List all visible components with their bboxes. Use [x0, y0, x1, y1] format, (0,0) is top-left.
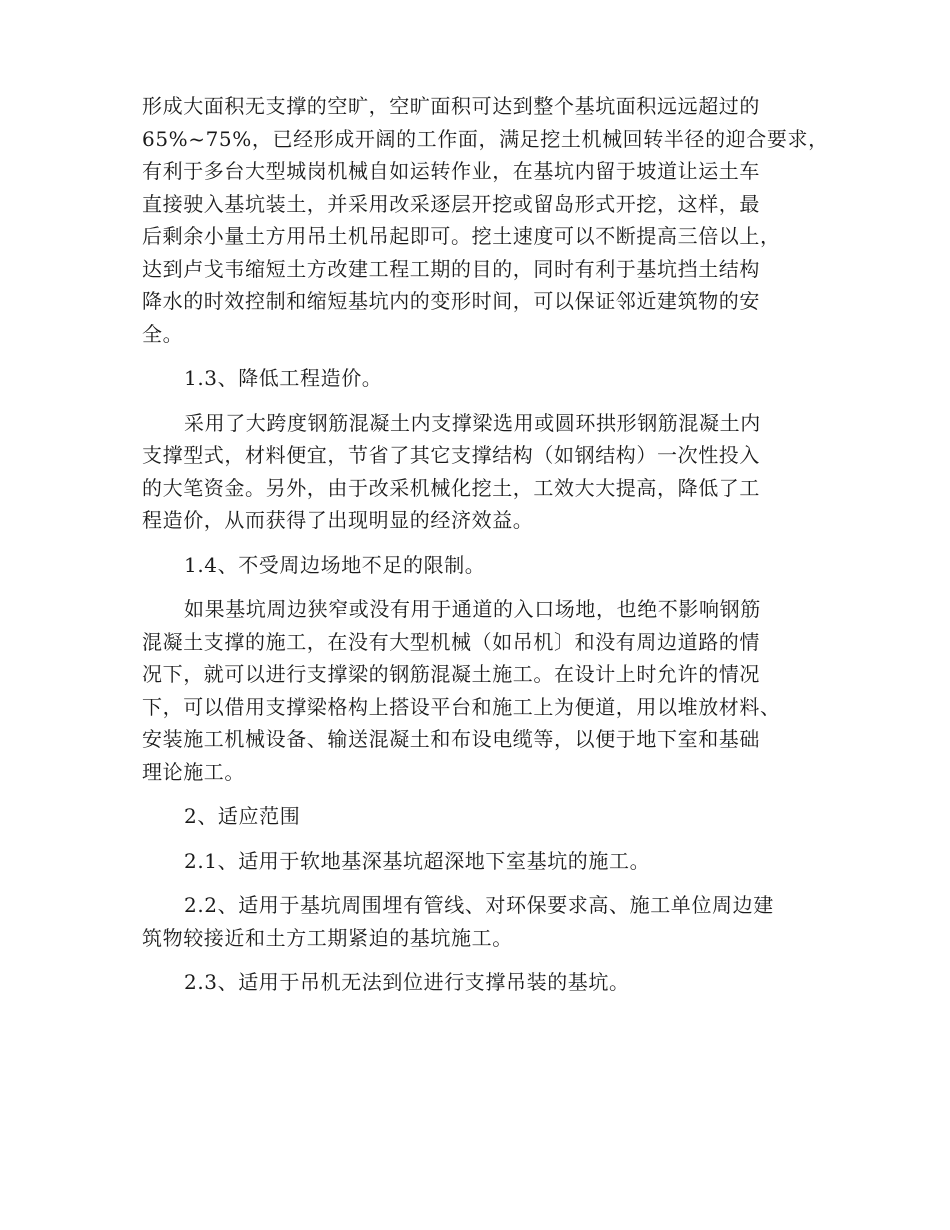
- text-line: 安装施工机械设备、输送混凝土和布设电缆等，以便于地下室和基础: [142, 727, 760, 751]
- text-line: 采用了大跨度钢筋混凝土内支撑梁选用或圆环拱形钢筋混凝土内: [184, 410, 761, 435]
- section-item-2-1: [142, 845, 814, 878]
- document-body: [142, 90, 829, 999]
- text-line: 下，可以借用支撑梁格构上搭设平台和施工上为便道，用以堆放材料、: [142, 694, 781, 719]
- heading-text: 1.4、不受周边场地不足的限制。: [184, 552, 486, 577]
- section-item-2-2: [142, 889, 814, 954]
- text-line: 理论施工。: [142, 759, 245, 784]
- paragraph-earthwork-efficiency: [142, 90, 829, 350]
- text-line: 的大笔资金。另外，由于改采机械化挖土，工效大大提高，降低了工: [142, 475, 760, 500]
- text-line: 后剩余小量土方用吊土机吊起即可。挖土速度可以不断提高三倍以上，: [142, 224, 781, 248]
- text-line: 形成大面积无支撑的空旷，空旷面积可达到整个基坑面积远远超过的: [142, 94, 760, 118]
- text-line: 如果基坑周边狭窄或没有用于通道的入口场地，也绝不影响钢筋: [184, 597, 761, 621]
- section-heading-1-3: [142, 362, 814, 395]
- text-line: 2.3、适用于吊机无法到位进行支撑吊装的基坑。: [184, 970, 630, 994]
- text-line: 况下，就可以进行支撑梁的钢筋混凝土施工。在设计上时允许的情况: [142, 662, 760, 686]
- text-line: 支撑型式，材料便宜，节省了其它支撑结构（如钢结构）一次性投入: [142, 443, 760, 467]
- text-line: 65%~75%，已经形成开阔的工作面，满足挖土机械回转半径的迎合要求，: [142, 126, 829, 151]
- text-line: 2.2、适用于基坑周围埋有管线、对环保要求高、施工单位周边建: [184, 893, 774, 917]
- section-heading-1-4: [142, 549, 814, 582]
- heading-text: 2、适应范围: [184, 804, 301, 828]
- section-item-2-3: [142, 966, 814, 999]
- section-heading-2: [142, 800, 814, 833]
- text-line: 2.1、适用于软地基深基坑超深地下室基坑的施工。: [184, 848, 651, 873]
- text-line: 降水的时效控制和缩短基坑内的变形时间，可以保证邻近建筑物的安: [142, 289, 760, 313]
- text-line: 达到卢戈韦缩短土方改建工程工期的目的，同时有利于基坑挡土结构: [142, 256, 760, 281]
- paragraph-site-constraints: [142, 593, 814, 788]
- text-line: 筑物较接近和土方工期紧迫的基坑施工。: [142, 925, 513, 950]
- heading-text: 1.3、降低工程造价。: [184, 366, 383, 390]
- text-line: 直接驶入基坑装土，并采用改采逐层开挖或留岛形式开挖，这样，最: [142, 191, 760, 216]
- text-line: 程造价，从而获得了出现明显的经济效益。: [142, 508, 534, 532]
- text-line: 混凝土支撑的施工，在没有大型机械（如吊机〕和没有周边道路的情: [142, 629, 760, 654]
- paragraph-cost-reduction: [142, 407, 814, 537]
- text-line: 全。: [142, 321, 184, 346]
- text-line: 有利于多台大型城岗机械自如运转作业，在基坑内留于坡道让运土车: [142, 159, 760, 183]
